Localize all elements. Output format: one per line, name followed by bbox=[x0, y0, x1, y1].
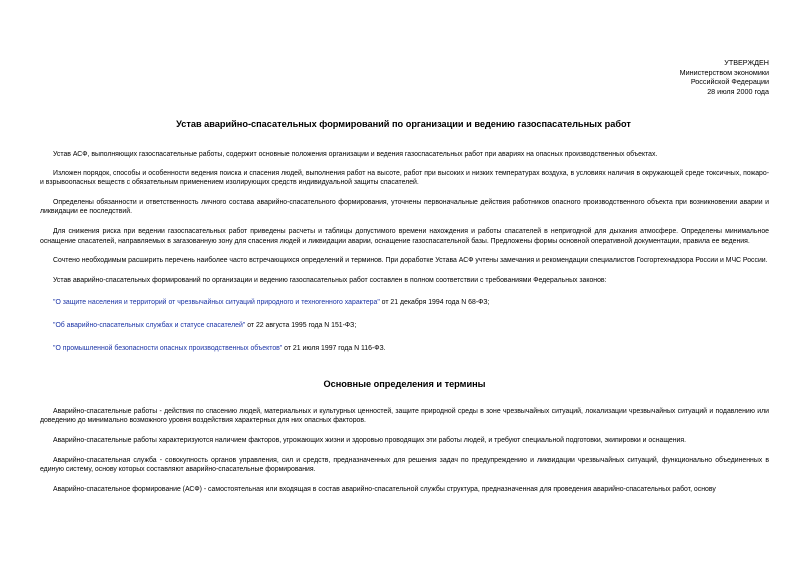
law-date: от 21 декабря 1994 года N 68-ФЗ; bbox=[379, 299, 490, 307]
paragraph: Определены обязанности и ответственность личного состава аварийно-спасательного формирования, уточнены первоначальные действия работников опасного производственного объекта при возникновении аварии и ликвидации ее последствий. bbox=[40, 198, 769, 216]
paragraph: Для снижения риска при ведении газоспасательных работ приведены расчеты и таблицы допустимого времени нахождения и работы спасателей в непригодной для дыхания атмосфере. Определены минимальное оснащение спасателей, направляемых в загазованную зону для спасения людей и ликвидации аварии, оснащение газоспасательной базы. Предложены формы основной оперативной документации, правила ее ведения. bbox=[40, 227, 769, 245]
document-body bbox=[40, 150, 769, 494]
approval-date: 28 июля 2000 года bbox=[707, 86, 769, 96]
approval-line: Российской Федерации bbox=[690, 77, 769, 87]
law-link[interactable]: "О защите населения и территорий от чрезвычайных ситуаций природного и техногенного характера" bbox=[53, 299, 380, 307]
document-title: Устав аварийно-спасательных формирований по организации и ведению газоспасательных работ bbox=[176, 119, 631, 129]
definition-paragraph: Аварийно-спасательное формирование (АСФ) - самостоятельная или входящая в состав аварийно-спасательной службы структура, предназначенная для проведения аварийно-спасательных работ, основу bbox=[53, 485, 716, 493]
law-item bbox=[40, 298, 769, 308]
paragraph: Изложен порядок, способы и особенности ведения поиска и спасения людей, выполнения работ на высоте, работ при высоких и низких температурах воздуха, в условиях наличия в окружающей среде токсичных, пожаро- и взрывоопасных веществ с обязательным применением изолирующих средств индивидуальной защиты спасателей. bbox=[40, 169, 769, 187]
definition-paragraph: Аварийно-спасательные работы - действия по спасению людей, материальных и культурных ценностей, защите природной среды в зоне чрезвычайных ситуаций, локализации чрезвычайных ситуаций и подавлению или доведению до минимально возможного уровня воздействия характерных для них опасных факторов. bbox=[40, 407, 769, 425]
approval-block bbox=[680, 58, 769, 96]
law-date: от 21 июля 1997 года N 116-ФЗ. bbox=[282, 344, 386, 352]
paragraph: Устав аварийно-спасательных формирований по организации и ведению газоспасательных работ составлен в полном соответствии с требованиями Федеральных законов: bbox=[53, 276, 607, 284]
paragraph: Устав АСФ, выполняющих газоспасательные работы, содержит основные положения организации и ведения газоспасательных работ при авариях на опасных производственных объектах. bbox=[53, 151, 658, 158]
definition-paragraph: Аварийно-спасательные работы характеризуются наличием факторов, угрожающих жизни и здоровью проводящих эти работы людей, и требуют специальной подготовки, экипировки и оснащения. bbox=[53, 436, 687, 444]
law-item bbox=[40, 321, 769, 331]
law-link[interactable]: "О промышленной безопасности опасных производственных объектов" bbox=[53, 344, 283, 352]
definition-paragraph: Аварийно-спасательная служба - совокупность органов управления, сил и средств, предназначенных для решения задач по предупреждению и ликвидации чрезвычайных ситуаций, функционально объединенных в единую систему, основу которых составляют аварийно-спасательные формирования. bbox=[40, 456, 769, 474]
approval-line: УТВЕРЖДЕН bbox=[724, 58, 769, 67]
section-title: Основные определения и термины bbox=[323, 379, 486, 390]
law-link[interactable]: "Об аварийно-спасательных службах и статусе спасателей" bbox=[53, 321, 246, 329]
approval-line: Министерством экономики bbox=[679, 67, 769, 77]
law-date: от 22 августа 1995 года N 151-ФЗ; bbox=[245, 321, 357, 329]
law-item bbox=[40, 344, 769, 354]
paragraph: Сочтено необходимым расширить перечень наиболее часто встречающихся определений и терминов. При доработке Устава АСФ учтены замечания и рекомендации специалистов Госгортехнадзора России и МЧС России. bbox=[53, 257, 768, 265]
